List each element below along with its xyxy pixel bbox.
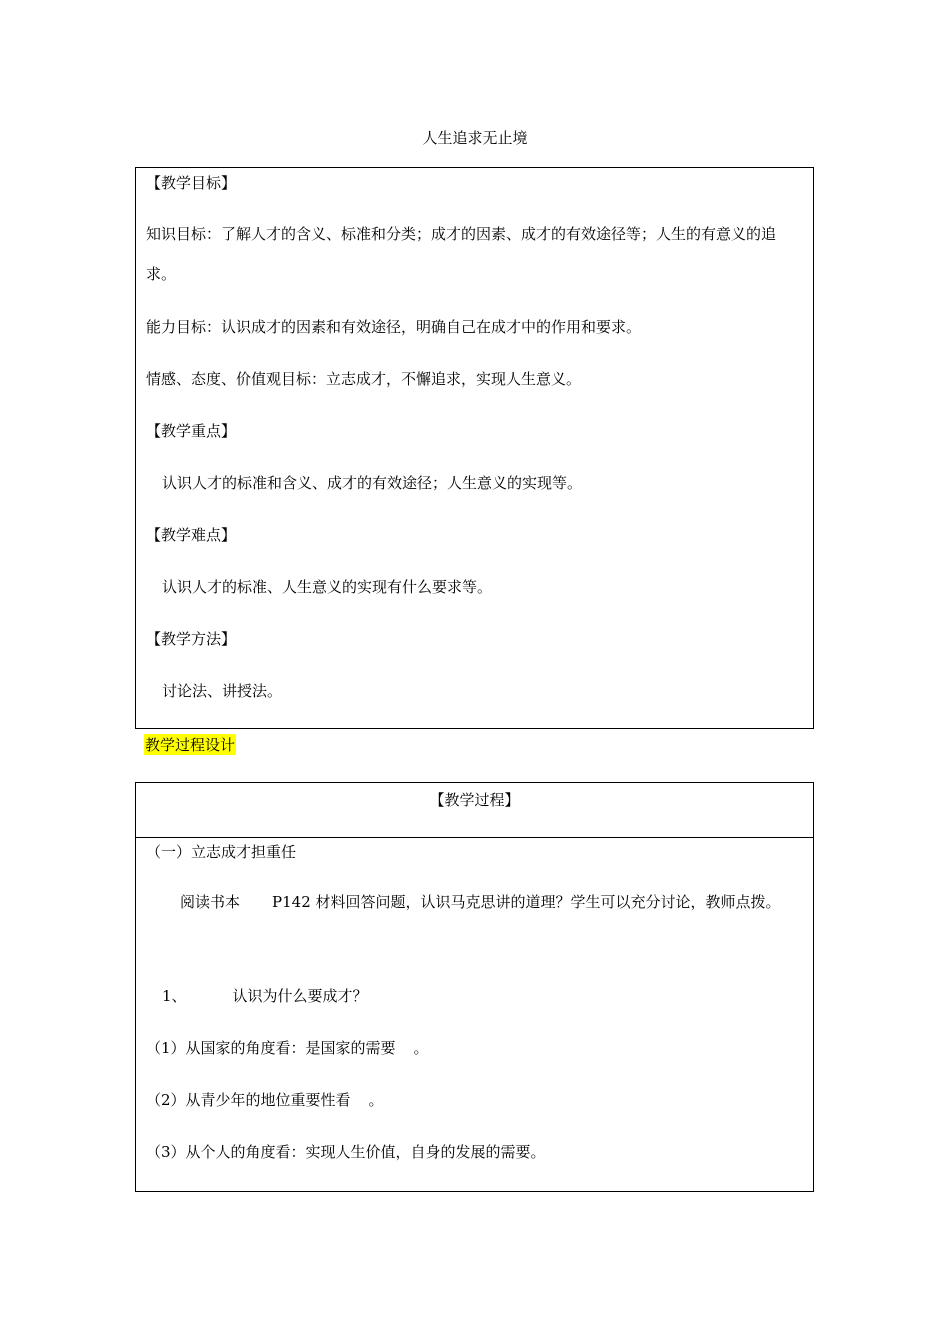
reason-1-text: （1）从国家的角度看：是国家的需要 <box>146 1039 396 1057</box>
question-item-1 <box>146 985 805 1006</box>
ability-objective: 能力目标：认识成才的因素和有效途径，明确自己在成才中的作用和要求。 <box>146 318 642 336</box>
reason-3: （3）从个人的角度看：实现人生价值，自身的发展的需要。 <box>146 1143 546 1161</box>
reading-instruction-b: P142 材料回答问题，认识马克思讲的道理？学生可以充分讨论，教师点拨。 <box>272 893 781 911</box>
difficult-points-text: 认识人才的标准、人生意义的实现有什么要求等。 <box>162 578 493 596</box>
reason-1 <box>146 1037 805 1058</box>
difficult-points-header: 【教学难点】 <box>146 526 237 544</box>
section-heading: （一）立志成才担重任 <box>146 843 297 861</box>
question-item-1-number: 1、 <box>162 987 187 1005</box>
method-text: 讨论法、讲授法。 <box>162 682 283 700</box>
page-title: 人生追求无止境 <box>422 129 528 147</box>
objectives-header: 【教学目标】 <box>146 174 237 192</box>
process-table <box>135 782 814 1192</box>
key-points-text: 认识人才的标准和含义、成才的有效途径；人生意义的实现等。 <box>162 474 583 492</box>
reason-2 <box>146 1089 805 1110</box>
method-header: 【教学方法】 <box>146 630 237 648</box>
reason-2-end: 。 <box>368 1091 384 1109</box>
reason-1-end: 。 <box>413 1039 429 1057</box>
emotion-objective: 情感、态度、价值观目标：立志成才，不懈追求，实现人生意义。 <box>146 370 582 388</box>
knowledge-objective: 知识目标：了解人才的含义、标准和分类；成才的因素、成才的有效途径等；人生的有意义的追求。 <box>146 225 777 283</box>
reading-instruction <box>146 882 805 922</box>
question-item-1-text: 认识为什么要成才？ <box>232 987 368 1005</box>
process-header-cell <box>136 783 813 838</box>
reason-2-text: （2）从青少年的地位重要性看 <box>146 1091 351 1109</box>
process-header: 【教学过程】 <box>429 791 520 809</box>
process-design-label: 教学过程设计 <box>145 736 236 754</box>
reading-instruction-a: 阅读书本 <box>180 893 241 911</box>
key-points-header: 【教学重点】 <box>146 422 237 440</box>
objectives-table <box>135 167 814 729</box>
